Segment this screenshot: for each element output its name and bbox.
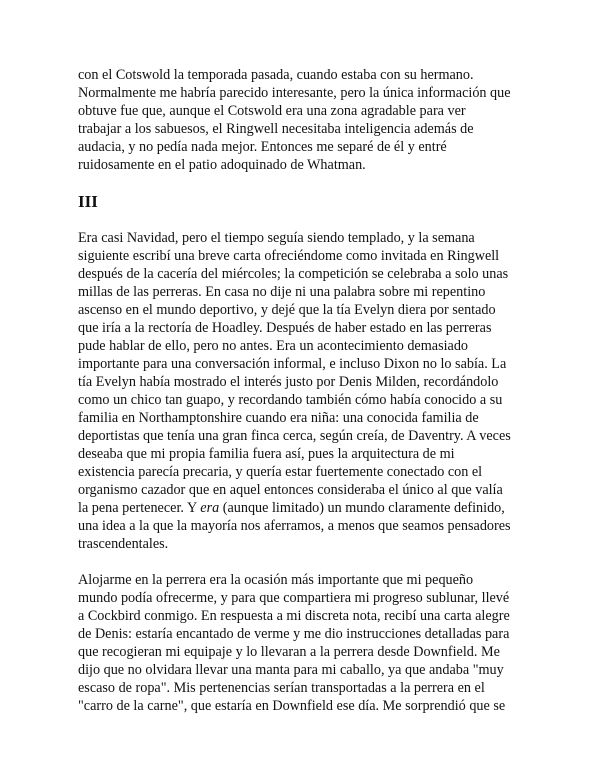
emphasis-text: era	[200, 500, 220, 516]
text-line: que iría a la rectoría de Hoadley. Después de haber estado en las perreras	[78, 320, 492, 336]
text-line: dijo que no olvidara llevar una manta para mi caballo, ya que andaba "muy	[78, 662, 504, 678]
text-line: ruidosamente en el patio adoquinado de Whatman.	[78, 157, 366, 173]
paragraph-2	[78, 229, 544, 553]
paragraph-1	[78, 66, 544, 174]
text-line: de Denis: estaría encantado de verme y me dio instrucciones detalladas para	[78, 626, 510, 642]
text-line: una idea a la que la mayoría nos aferramos, a menos que seamos pensadores	[78, 518, 511, 534]
text-line: millas de las perreras. En casa no dije ni una palabra sobre mi repentino	[78, 284, 486, 300]
text-line: escaso de ropa". Mis pertenencias serían transportadas a la perrera en el	[78, 680, 485, 696]
text-line: deseaba que mi propia familia fuera así, pues la arquitectura de mi	[78, 446, 455, 462]
text-line: con el Cotswold la temporada pasada, cuando estaba con su hermano.	[78, 67, 474, 83]
section-heading: III	[78, 192, 98, 211]
text-line: mundo podía ofrecerme, y para que compartiera mi progreso sublunar, llevé	[78, 590, 510, 606]
text-line: importante para una conversación informal, e incluso Dixon no lo sabía. La	[78, 356, 507, 372]
text-line: trascendentales.	[78, 536, 169, 552]
text-line: siguiente escribí una breve carta ofreciéndome como invitada en Ringwell	[78, 248, 500, 264]
text-line: Normalmente me habría parecido interesante, pero la única información que	[78, 85, 511, 101]
text-line-mixed	[78, 499, 544, 517]
text-line: trabajar a los sabuesos, el Ringwell necesitaba inteligencia además de	[78, 121, 474, 137]
text-line: como un chico tan guapo, y recordando también cómo había conocido a su	[78, 392, 503, 408]
text-segment: la pena pertenecer.	[78, 500, 184, 516]
text-line: a Cockbird conmigo. En respuesta a mi discreta nota, recibí una carta alegre	[78, 608, 510, 624]
text-line: familia en Northamptonshire cuando era niña: una conocida familia de	[78, 410, 479, 426]
text-segment: Y	[186, 500, 201, 516]
document-page	[78, 66, 544, 715]
text-line: Era casi Navidad, pero el tiempo seguía siendo templado, y la semana	[78, 230, 475, 246]
text-line: después de la cacería del miércoles; la competición se celebraba a solo unas	[78, 266, 509, 282]
text-line: "carro de la carne", que estaría en Downfield ese día. Me sorprendió que se	[78, 698, 506, 714]
text-line: existencia parecía precaria, y quería estar fuertemente conectado con el	[78, 464, 483, 480]
text-line: deportistas que tenía una gran finca cerca, según creía, de Daventry. A veces	[78, 428, 511, 444]
text-line: audacia, y no pedía nada mejor. Entonces me separé de él y entré	[78, 139, 447, 155]
text-line: obtuve fue que, aunque el Cotswold era una zona agradable para ver	[78, 103, 466, 119]
text-segment: (aunque limitado) un mundo claramente definido,	[219, 500, 505, 516]
text-line: ascenso en el mundo deportivo, y dejé que la tía Evelyn diera por sentado	[78, 302, 496, 318]
paragraph-3	[78, 571, 544, 715]
text-line: pude hablar de ello, pero no antes. Era un acontecimiento demasiado	[78, 338, 469, 354]
text-line: organismo cazador que en aquel entonces consideraba el único al que valía	[78, 482, 503, 498]
text-line: tía Evelyn había mostrado el interés justo por Denis Milden, recordándolo	[78, 374, 499, 390]
text-line: que recogieran mi equipaje y lo llevaran a la perrera desde Downfield. Me	[78, 644, 500, 660]
text-line: Alojarme en la perrera era la ocasión más importante que mi pequeño	[78, 572, 474, 588]
